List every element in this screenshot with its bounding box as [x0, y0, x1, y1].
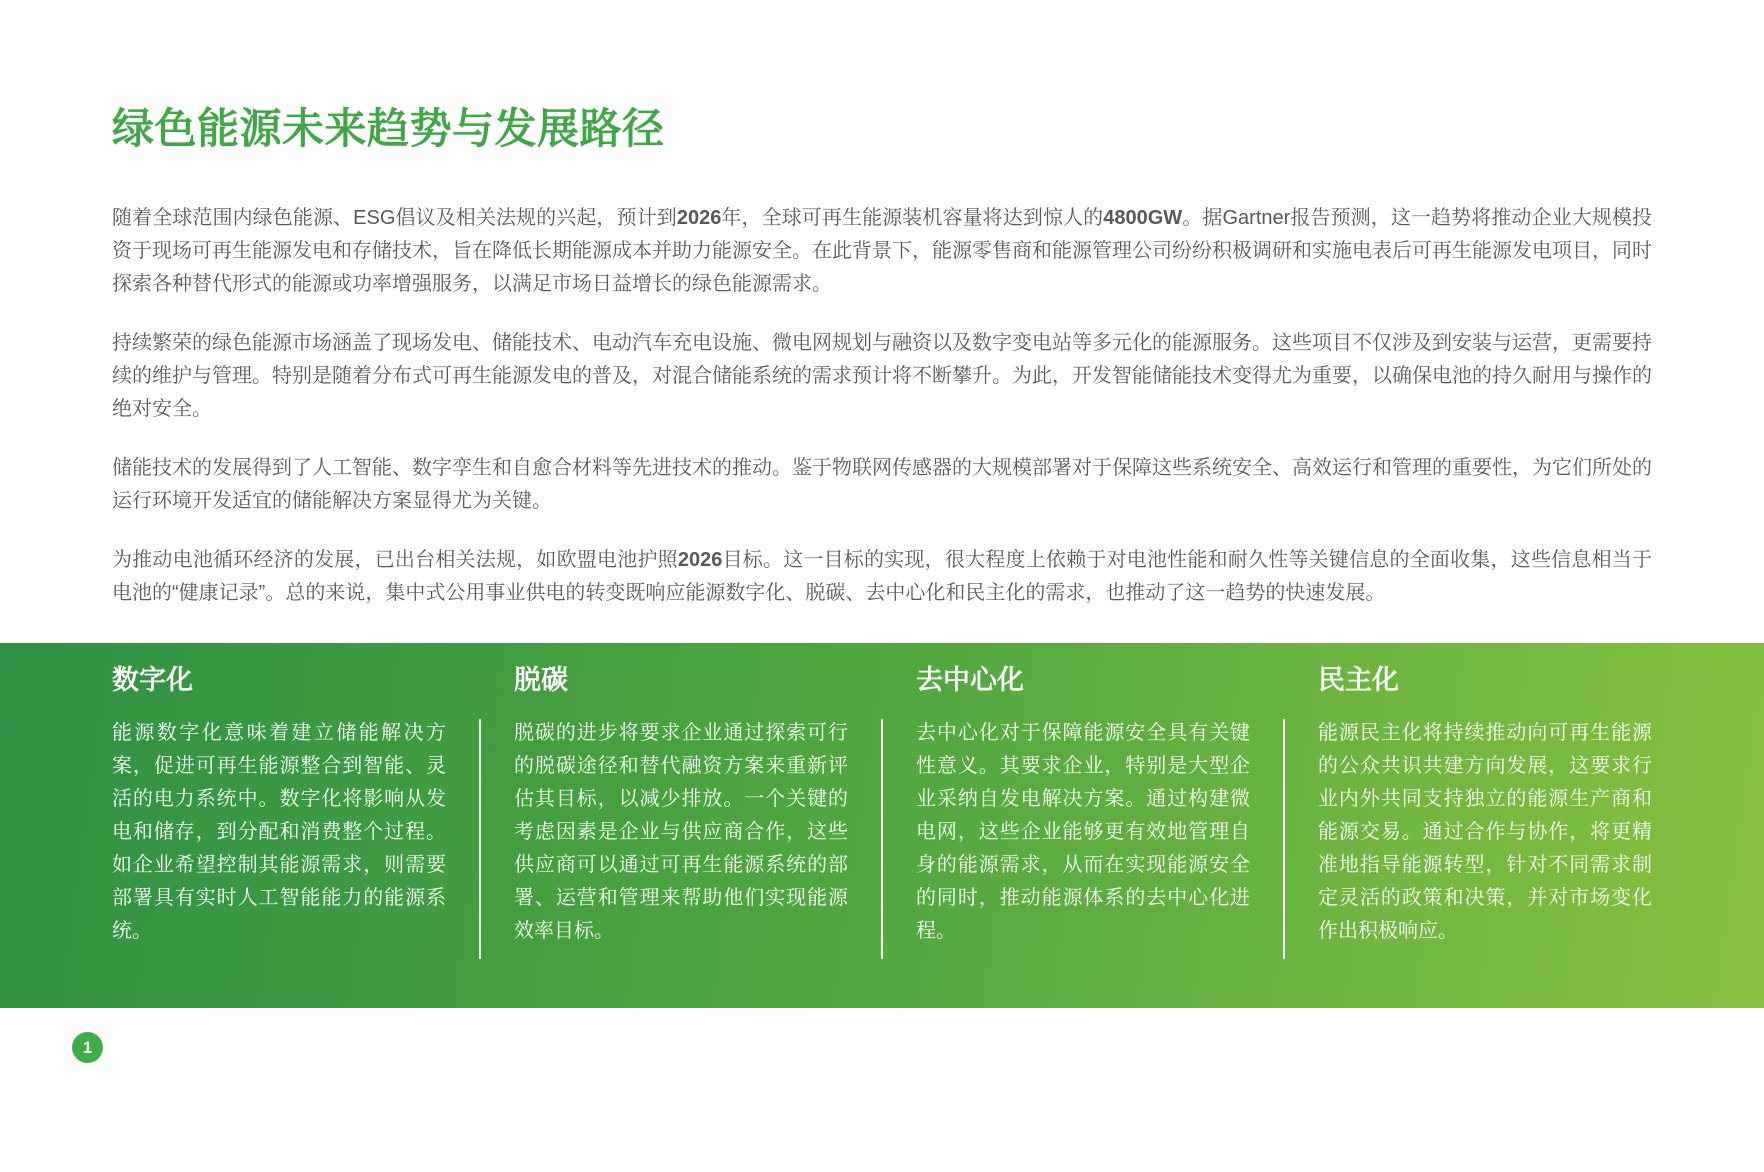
pillar-decentralization	[916, 663, 1250, 948]
intro-paragraphs	[112, 202, 1652, 610]
pillar-body: 去中心化对于保障能源安全具有关键性意义。其要求企业，特别是大型企业采纳自发电解决方案。通过构建微电网，这些企业能够更有效地管理自身的能源需求，从而在实现能源安全的同时，推动能源体系的去中心化进程。	[916, 722, 1250, 942]
pillar-heading: 数字化	[112, 665, 193, 695]
pillars-band	[0, 643, 1764, 1008]
pillar-body: 能源民主化将持续推动向可再生能源的公众共识共建方向发展，这要求行业内外共同支持独立的能源生产商和能源交易。通过合作与协作，将更精准地指导能源转型，针对不同需求制定灵活的政策和决策，并对市场变化作出积极响应。	[1318, 722, 1652, 942]
body-paragraph: 为推动电池循环经济的发展，已出台相关法规，如欧盟电池护照2026目标。这一目标的实现，很大程度上依赖于对电池性能和耐久性等关键信息的全面收集，这些信息相当于电池的“健康记录”。总的来说，集中式公用事业供电的转变既响应能源数字化、脱碳、去中心化和民主化的需求，也推动了这一趋势的快速发展。	[112, 549, 1653, 604]
pillars-grid	[112, 663, 1652, 948]
document-page	[0, 104, 1764, 1172]
pillar-body: 脱碳的进步将要求企业通过探索可行的脱碳途径和替代融资方案来重新评估其目标，以减少排放。一个关键的考虑因素是企业与供应商合作，这些供应商可以通过可再生能源系统的部署、运营和管理来帮助他们实现能源效率目标。	[514, 722, 848, 942]
body-paragraph: 随着全球范围内绿色能源、ESG倡议及相关法规的兴起，预计到2026年，全球可再生能源装机容量将达到惊人的4800GW。据Gartner报告预测，这一趋势将推动企业大规模投资于现场可再生能源发电和存储技术，旨在降低长期能源成本并助力能源安全。在此背景下，能源零售商和能源管理公司纷纷积极调研和实施电表后可再生能源发电项目，同时探索各种替代形式的能源或功率增强服务，以满足市场日益增长的绿色能源需求。	[112, 207, 1652, 295]
body-paragraph: 持续繁荣的绿色能源市场涵盖了现场发电、储能技术、电动汽车充电设施、微电网规划与融资以及数字变电站等多元化的能源服务。这些项目不仅涉及到安装与运营，更需要持续的维护与管理。特别是随着分布式可再生能源发电的普及，对混合储能系统的需求预计将不断攀升。为此，开发智能储能技术变得尤为重要，以确保电池的持久耐用与操作的绝对安全。	[112, 332, 1652, 420]
pillar-decarbonization	[514, 663, 848, 948]
pillar-body: 能源数字化意味着建立储能解决方案，促进可再生能源整合到智能、灵活的电力系统中。数字化将影响从发电和储存，到分配和消费整个过程。如企业希望控制其能源需求，则需要部署具有实时人工智能能力的能源系统。	[112, 722, 446, 942]
intro-section	[0, 104, 1764, 610]
pillar-heading: 去中心化	[916, 665, 1024, 695]
pillar-heading: 民主化	[1318, 665, 1399, 695]
pillar-heading: 脱碳	[514, 665, 568, 695]
pillar-democratization	[1318, 663, 1652, 948]
pillar-digitalization	[112, 663, 446, 948]
page-title: 绿色能源未来趋势与发展路径	[112, 105, 665, 152]
page-number-badge	[72, 1032, 103, 1063]
page-number: 1	[82, 1037, 93, 1057]
body-paragraph: 储能技术的发展得到了人工智能、数字孪生和自愈合材料等先进技术的推动。鉴于物联网传感器的大规模部署对于保障这些系统安全、高效运行和管理的重要性，为它们所处的运行环境开发适宜的储能解决方案显得尤为关键。	[112, 457, 1652, 512]
